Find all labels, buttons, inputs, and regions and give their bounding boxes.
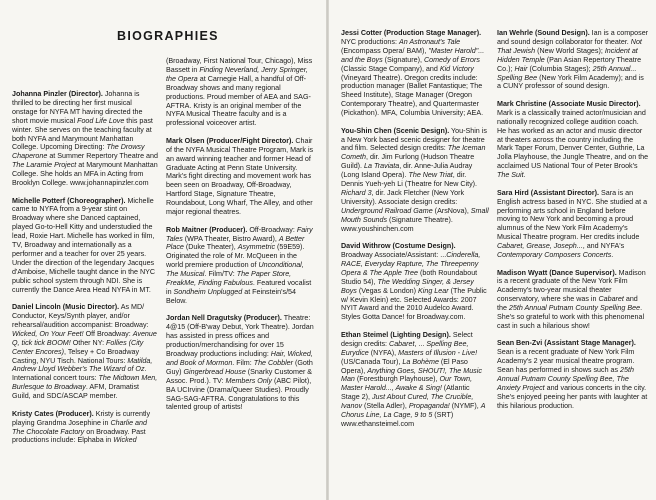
- bio-text: Broadway Associate/Assistant: ...: [341, 251, 447, 260]
- bio-title-italic: 25th Annual Putnam County Spelling Bee: [508, 304, 641, 313]
- bio-text: Ian is a composer and sound design collaborator for theater.: [497, 29, 649, 46]
- bio-text: . Film/TV:: [204, 270, 237, 279]
- bio-name: David Withrow (Costume Design).: [341, 242, 456, 251]
- bio-title-italic: Sondheim Unplugged: [173, 287, 243, 296]
- bio-title-italic: Members Only: [225, 376, 272, 385]
- bio-text: this past winter. She serves on the teaching faculty at both NYFA and Marymount Manhattan College. Upcoming Directing:: [12, 116, 153, 152]
- bio-title-italic: Just About Cured, The Crucible, Ivanov: [341, 393, 474, 411]
- bio-entry: [12, 410, 158, 446]
- bio-text: Sean is a recent graduate of New York Film Academy's 2 year musical theatre program. Sean has performed in shows such as: [497, 348, 635, 375]
- bio-text: Johanna is thrilled to be directing her first musical onstage for NYFA MT having directed the short movie musical: [12, 90, 143, 125]
- column-3: [341, 29, 489, 437]
- bio-text: (ABC Pilot), BA UCIrvine (Drama/Queer Studies). Proudly SAG-SAG-AFTRA. Congratulations to this talented group of artists!: [166, 376, 312, 412]
- bio-title-italic: Comedy of Errors: [423, 55, 480, 64]
- bio-text: (Vineyard Theatre). Oregon credits include: production manager (Ballet Fantastique; The Sheed Institute), Stage Manager (Oregon Contemporary Theatre), and Quartermaster (Pickathon). MFA, Columbia University; AEA.: [341, 73, 484, 118]
- bio-text: (Goth Guy): [166, 358, 313, 376]
- bio-title-italic: Hair, Wicked, and Book of Mormon: [166, 349, 313, 367]
- bio-name: Jessi Cotter (Production Stage Manager).: [341, 29, 482, 37]
- bio-name: Mark Olsen (Producer/Fight Director).: [166, 136, 294, 145]
- bio-title-italic: Avenue Q, tick tick BOOM!: [12, 329, 157, 347]
- bio-title-italic: Wicked: [113, 436, 137, 445]
- bio-text: on Broadway. Past productions include: Elphaba in: [12, 427, 146, 445]
- page-title: BIOGRAPHIES: [117, 29, 219, 43]
- bio-title-italic: Cabaret, Grease, Joseph...: [497, 242, 583, 251]
- bio-text: (Signature),: [382, 55, 424, 64]
- bio-entry: [166, 57, 314, 128]
- bio-title-italic: Food Life Love: [77, 116, 125, 125]
- bio-text: and various concerts in the city. She's enjoyed peeing her pants with laughter at this hilarious production.: [497, 384, 648, 410]
- bio-text: (Stella Adler),: [362, 402, 409, 411]
- bio-title-italic: Fairy Tales: [166, 225, 313, 243]
- bio-title-italic: The Wedding Singer, & Jersey Boys: [341, 277, 474, 295]
- bio-name: Kristy Cates (Producer).: [12, 409, 94, 418]
- bio-title-italic: La Traviata: [364, 162, 400, 171]
- bio-name: You-Shin Chen (Scenic Design).: [341, 126, 450, 135]
- bio-text: (ArsNova),: [432, 206, 471, 215]
- bio-text: (NYMF),: [449, 402, 481, 411]
- bio-text: (Duke Theater),: [183, 243, 238, 252]
- bio-title-italic: The Cobbler: [253, 358, 294, 367]
- bio-title-italic: Cabaret: [598, 295, 624, 304]
- bio-entry: [166, 314, 314, 412]
- bio-text: . AFM, Dramatist Guild, and SDC/ASCAP member.: [12, 383, 140, 401]
- bio-title-italic: Not That Jewish: [497, 37, 642, 55]
- bio-text: (WPA Theater, Bistro Award),: [182, 234, 279, 243]
- bio-text: (NYFA),: [368, 348, 399, 357]
- bio-title-italic: La Bohème: [402, 357, 439, 366]
- bio-entry: [341, 29, 489, 118]
- bio-title-italic: Incident at Hidden Temple: [497, 46, 638, 64]
- bio-entry: [12, 197, 158, 295]
- bio-title-italic: Hair: [514, 64, 528, 73]
- bio-text: . International concert tours:: [12, 365, 147, 383]
- bio-text: You-Shin is a New York based scenic designer for theatre and film. Selected design credits:: [341, 126, 487, 153]
- bio-title-italic: Spelling Bee, Eurydice: [341, 339, 469, 357]
- bio-text: NYC productions:: [341, 37, 399, 46]
- bio-text: (Atlantic Stage 2),: [341, 384, 470, 402]
- bio-text: (Broadway, First National Tour, Chicago), Miss Bassett in: [166, 57, 313, 74]
- bio-name: Ethan Steimel (Lighting Design).: [341, 330, 451, 339]
- bio-title-italic: Cabaret: [389, 339, 415, 348]
- bio-entry: [497, 29, 649, 91]
- bio-text: (US/Canada Tour),: [341, 357, 403, 366]
- bio-text: (The Public w/ Kevin Klein) etc. Selected Awards: 2007 NYIT Award and the 2010 Audelco Award. Styles Gotta Dance! for Broadway.com.: [341, 286, 487, 322]
- bio-title-italic: Matilda, Andrew Lloyd Webber's The Wizard of Oz: [12, 356, 153, 374]
- bio-title-italic: "Master Harold"... and the Boys: [341, 46, 485, 64]
- bio-name: Rob Maitner (Producer).: [166, 225, 248, 234]
- bio-entry: [341, 127, 489, 234]
- bio-entry: [497, 269, 649, 331]
- bio-title-italic: Propaganda!: [408, 402, 450, 411]
- bio-text: at Marymount Manhattan College. She holds an MFA in Acting from Brooklyn College. www.johannapinzler.com: [12, 161, 158, 188]
- bio-title-italic: Contemporary Composers Concerts: [497, 251, 612, 260]
- bio-text: (New York Film Academy); and is a CUNY professor of sound design.: [497, 73, 644, 91]
- bio-title-italic: Anything Goes, SHOUT!, The Music Man: [341, 366, 482, 384]
- bio-text: at Feinstein's/54 Below.: [166, 287, 296, 305]
- bio-text: , and NYFA's: [582, 242, 625, 251]
- bio-entry: [166, 226, 314, 306]
- bio-name: Mark Christine (Associate Music Director).: [497, 99, 641, 108]
- bio-text: (both Roundabout Studio 54),: [341, 268, 478, 286]
- bio-entry: [341, 331, 489, 429]
- bio-text: (59E59). Originated the role of Mr. McQueen in the world premiere production of: [166, 243, 305, 270]
- bio-text: . Film:: [232, 358, 254, 367]
- bio-text: , dir. Jim Furlong (Hudson Theatre Guild).: [341, 153, 475, 171]
- bio-text: Michelle came to NYFA from a 9-year stint on Broadway where she Danced captained, played Go-to-Hell Kitty and understudied the lead, Roxie Hart. Michelle has worked in film, TV, Broadway and internationally as a performer and a teacher for over 25 years. Under the direction of the legendary Jacques d'Amboise, Michelle taught dance in the NYC public school system through NDI. She is currently the Dance Area Head NYFA in MT.: [12, 196, 156, 294]
- column-2: [166, 57, 314, 421]
- bio-text: , dir. Dennis Yueh-yeh Li (Theatre for New City).: [341, 171, 477, 189]
- bio-text: , dir. Anne-Julia Audray (Long Island Opera).: [341, 162, 473, 180]
- bio-text: , Telsey + Co Broadway Casting, NYU Tisch. National Tours:: [12, 347, 140, 365]
- bio-title-italic: 25th Annual... Spelling Bee: [497, 64, 637, 82]
- bio-entry: [166, 137, 314, 217]
- bio-text: , dir. Jack Fletcher (New York University). Associate design credits:: [341, 189, 465, 206]
- bio-title-italic: 25th Annual Putnam County Spelling Bee, The Anxiety Project: [497, 366, 634, 392]
- bio-text: (Pan Asian Repertory Theatre Co.);: [497, 55, 642, 73]
- bio-name: Sean Ben-Zvi (Assistant Stage Manager).: [497, 339, 636, 348]
- bio-text: Kristy is currently playing Grandma Josephine in: [12, 409, 151, 427]
- bio-name: Daniel Lincoln (Music Director).: [12, 303, 120, 312]
- bio-text: (Classic Stage Company), and: [341, 64, 440, 73]
- bio-title-italic: Cinderella, RACE, Everyday Rapture, The Threepenny Opera & The Apple Tree: [341, 251, 481, 277]
- bio-text: . She's so grateful to work with this phenomenal cast in such a hilarious show!: [497, 304, 645, 330]
- bio-title-italic: Richard 3: [341, 189, 372, 197]
- bio-name: Madison Wyatt (Dance Supervisor).: [497, 268, 617, 277]
- bio-text: Other NY:: [70, 338, 107, 347]
- bio-title-italic: King Lear: [418, 286, 449, 295]
- bio-title-italic: The Midtown Men, Burlesque to Broadway: [12, 374, 158, 392]
- bio-title-italic: Asymmetric: [237, 243, 276, 252]
- bio-text: . Featured vocalist in: [166, 279, 312, 296]
- bio-title-italic: Kid Victory: [439, 64, 474, 73]
- bio-title-italic: The Laramie Project: [12, 161, 77, 170]
- bio-name: Johanna Pinzler (Director).: [12, 90, 103, 98]
- bio-text: (Snarky Customer & Assoc. Prod.). TV:: [166, 367, 313, 385]
- bio-text: .: [523, 171, 526, 180]
- bio-text: Sara is an English actress based in NYC. She studied at a performing arts school in England before moving to New York and becoming a proud alumnus of the New York Film Academy's Musical Theatre program. Her credits include: [497, 188, 648, 242]
- bio-text: .: [611, 251, 614, 260]
- bio-title-italic: A Chorus Line, La Cage, 9 to 5: [341, 402, 486, 420]
- bio-name: Sara Hird (Assistant Director).: [497, 188, 599, 197]
- bio-name: Ian Wehrle (Sound Design).: [497, 29, 590, 37]
- bio-title-italic: The Suit: [497, 171, 524, 180]
- bio-title-italic: An Astronaut's Tale: [398, 37, 461, 46]
- bio-entry: [497, 100, 649, 180]
- bio-title-italic: Charlie and The Chocolate Factory: [12, 418, 147, 436]
- bio-text: Theatre: 4@15 (Off-B'way Debut, York Theatre). Jordan has assisted in press offices and production/merchandising for over 15 Broadway productions including:: [166, 314, 314, 358]
- bio-title-italic: The Drowsy Chaperone: [12, 143, 145, 161]
- bio-entry: [497, 339, 649, 410]
- bio-text: Off-Broadway:: [247, 225, 297, 234]
- bio-title-italic: Gingerbread House: [183, 367, 246, 376]
- bio-title-italic: The Paper Store, FreakMe, Finding Fabulous: [166, 270, 292, 288]
- bio-text: (Forestburgh Playhouse),: [354, 375, 440, 384]
- bio-text: (Vegas & London): [356, 286, 419, 295]
- bio-title-italic: Unconditional, The Musical: [166, 261, 304, 279]
- bio-text: at Carnegie Hall, a handful of Off-Broadway shows and many regional productions. Proud member of AEA and SAG-AFTRA. Kristy is an original member of the NYFA Musical Theatre faculty and is a professional voiceover artist.: [166, 74, 311, 128]
- bio-name: Jordan Nell Dragutsky (Producer).: [166, 314, 282, 323]
- column-4: [497, 29, 649, 419]
- bio-entry: [12, 303, 158, 401]
- bio-title-italic: A Better Place: [166, 234, 305, 252]
- bio-title-italic: The Iceman Cometh: [341, 144, 486, 162]
- bio-text: (Signature Theatre). www.youshinchen.com: [341, 215, 453, 233]
- bio-text: (New World Stages);: [535, 46, 605, 55]
- bio-title-italic: Underground Railroad Game: [341, 206, 433, 215]
- bio-title-italic: Finding Neverland, Jerry Springer, the Opera: [166, 65, 308, 83]
- bio-text: Chair of the NYFA Musical Theatre Program, Mark is an award winning teacher and former Head of Graduate Acting at Penn State University. Mark's fight directing and movement work has been seen on Broadway, Off-Broadway, Hartford Stage, Signature Theatre, Roundabout, Long Wharf, The Alley, and other major regional theatres.: [166, 136, 314, 217]
- bio-text: As MD/ Conductor, Keys/Synth player, and/or rehearsal/audition accompanist: Broadway:: [12, 303, 149, 329]
- bio-entry: [497, 189, 649, 260]
- bio-text: (SRT) www.ethansteimel.com: [341, 411, 454, 428]
- bio-text: and the: [497, 295, 638, 313]
- bio-text: (Encompass Opera/ BAM),: [341, 46, 429, 55]
- bio-text: Mark is a classically trained actor/musician and nationally recognized college audition coach. He has worked as an actor and music director at theaters across the country including the Mark Taper Forum, Denver Center, Guthrie, La Jolla Playhouse, the Jungle Theatre, and on the acclaimed US National Tour of Peter Brook's: [497, 108, 649, 171]
- bio-text: (Columbia Stages);: [527, 64, 593, 73]
- bio-entry: [12, 90, 158, 188]
- bio-title-italic: The New Triat: [408, 171, 453, 180]
- bio-text: Madison is a recent graduate of the New York Film Academy's two-year musical theater conservatory, where she was in: [497, 268, 646, 304]
- bio-text: Off Broadway:: [83, 329, 133, 338]
- bio-title-italic: Masters of Illusion - Live!: [398, 348, 478, 357]
- bio-text: Select design credits:: [341, 330, 473, 348]
- bio-entry: [341, 242, 489, 322]
- bio-title-italic: Our Town, Master Harold..., Awake & Sing!: [341, 375, 473, 393]
- bio-text: , ...: [414, 339, 427, 348]
- bio-text: at Summer Repertory Theatre and: [47, 152, 158, 161]
- bio-name: Michelle Potterf (Choreographer).: [12, 196, 126, 205]
- bio-title-italic: Wicked, On Your Feet!: [12, 329, 84, 338]
- bio-title-italic: Small Mouth Sounds: [341, 206, 489, 224]
- bio-title-italic: Follies (City Center Encores): [12, 338, 144, 356]
- bio-text: (El Paso Opera),: [341, 357, 468, 375]
- column-1: [12, 90, 158, 454]
